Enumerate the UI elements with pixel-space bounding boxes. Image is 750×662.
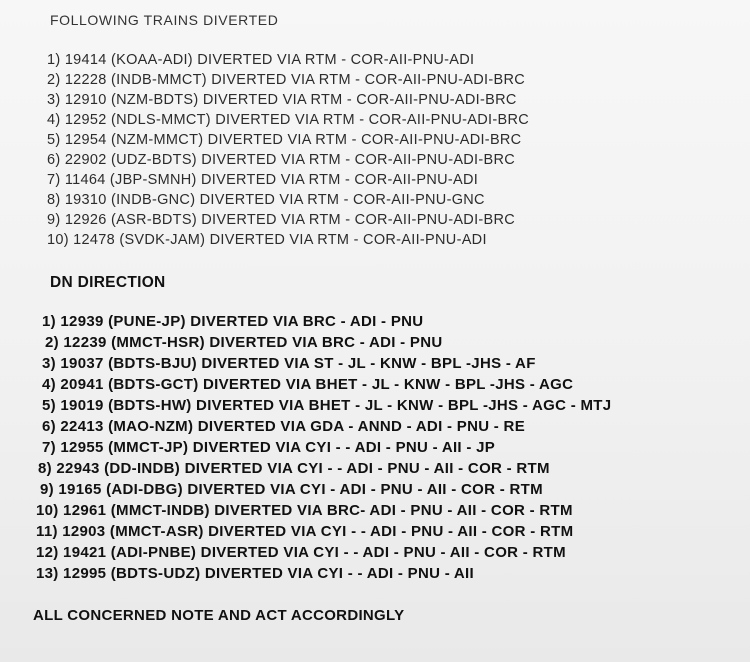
dn-train-row: 13) 12995 (BDTS-UDZ) DIVERTED VIA CYI - - ADI - PNU - AII bbox=[36, 565, 474, 582]
footer-note: ALL CONCERNED NOTE AND ACT ACCORDINGLY bbox=[33, 607, 405, 624]
diverted-train-row: 5) 12954 (NZM-MMCT) DIVERTED VIA RTM - COR-AII-PNU-ADI-BRC bbox=[47, 132, 522, 148]
dn-train-row: 1) 12939 (PUNE-JP) DIVERTED VIA BRC - ADI - PNU bbox=[42, 313, 424, 330]
dn-train-row: 7) 12955 (MMCT-JP) DIVERTED VIA CYI - - ADI - PNU - AII - JP bbox=[42, 439, 496, 456]
dn-train-row: 9) 19165 (ADI-DBG) DIVERTED VIA CYI - ADI - PNU - AII - COR - RTM bbox=[40, 481, 543, 498]
diverted-train-row: 9) 12926 (ASR-BDTS) DIVERTED VIA RTM - COR-AII-PNU-ADI-BRC bbox=[47, 212, 516, 228]
dn-train-row: 4) 20941 (BDTS-GCT) DIVERTED VIA BHET - JL - KNW - BPL -JHS - AGC bbox=[42, 376, 574, 393]
dn-train-row: 5) 19019 (BDTS-HW) DIVERTED VIA BHET - JL - KNW - BPL -JHS - AGC - MTJ bbox=[42, 397, 612, 414]
dn-direction-heading: DN DIRECTION bbox=[50, 274, 166, 291]
diverted-train-row: 1) 19414 (KOAA-ADI) DIVERTED VIA RTM - COR-AII-PNU-ADI bbox=[47, 52, 475, 68]
dn-train-row: 12) 19421 (ADI-PNBE) DIVERTED VIA CYI - - ADI - PNU - AII - COR - RTM bbox=[36, 544, 566, 561]
diverted-train-row: 6) 22902 (UDZ-BDTS) DIVERTED VIA RTM - COR-AII-PNU-ADI-BRC bbox=[47, 152, 516, 168]
diverted-train-row: 2) 12228 (INDB-MMCT) DIVERTED VIA RTM - COR-AII-PNU-ADI-BRC bbox=[47, 72, 525, 88]
dn-train-row: 6) 22413 (MAO-NZM) DIVERTED VIA GDA - ANND - ADI - PNU - RE bbox=[42, 418, 525, 435]
page-heading: FOLLOWING TRAINS DIVERTED bbox=[50, 12, 279, 28]
diverted-train-row: 7) 11464 (JBP-SMNH) DIVERTED VIA RTM - COR-AII-PNU-ADI bbox=[47, 172, 479, 188]
diverted-train-row: 4) 12952 (NDLS-MMCT) DIVERTED VIA RTM - COR-AII-PNU-ADI-BRC bbox=[47, 112, 530, 128]
dn-train-row: 11) 12903 (MMCT-ASR) DIVERTED VIA CYI - - ADI - PNU - AII - COR - RTM bbox=[36, 523, 574, 540]
dn-train-row: 8) 22943 (DD-INDB) DIVERTED VIA CYI - - ADI - PNU - AII - COR - RTM bbox=[38, 460, 550, 477]
diverted-train-row: 8) 19310 (INDB-GNC) DIVERTED VIA RTM - COR-AII-PNU-GNC bbox=[47, 192, 485, 208]
dn-train-row: 2) 12239 (MMCT-HSR) DIVERTED VIA BRC - ADI - PNU bbox=[45, 334, 443, 351]
diverted-train-row: 3) 12910 (NZM-BDTS) DIVERTED VIA RTM - COR-AII-PNU-ADI-BRC bbox=[47, 92, 517, 108]
dn-train-row: 10) 12961 (MMCT-INDB) DIVERTED VIA BRC- ADI - PNU - AII - COR - RTM bbox=[36, 502, 573, 519]
dn-train-row: 3) 19037 (BDTS-BJU) DIVERTED VIA ST - JL - KNW - BPL -JHS - AF bbox=[42, 355, 536, 372]
diverted-train-row: 10) 12478 (SVDK-JAM) DIVERTED VIA RTM - COR-AII-PNU-ADI bbox=[47, 232, 487, 248]
